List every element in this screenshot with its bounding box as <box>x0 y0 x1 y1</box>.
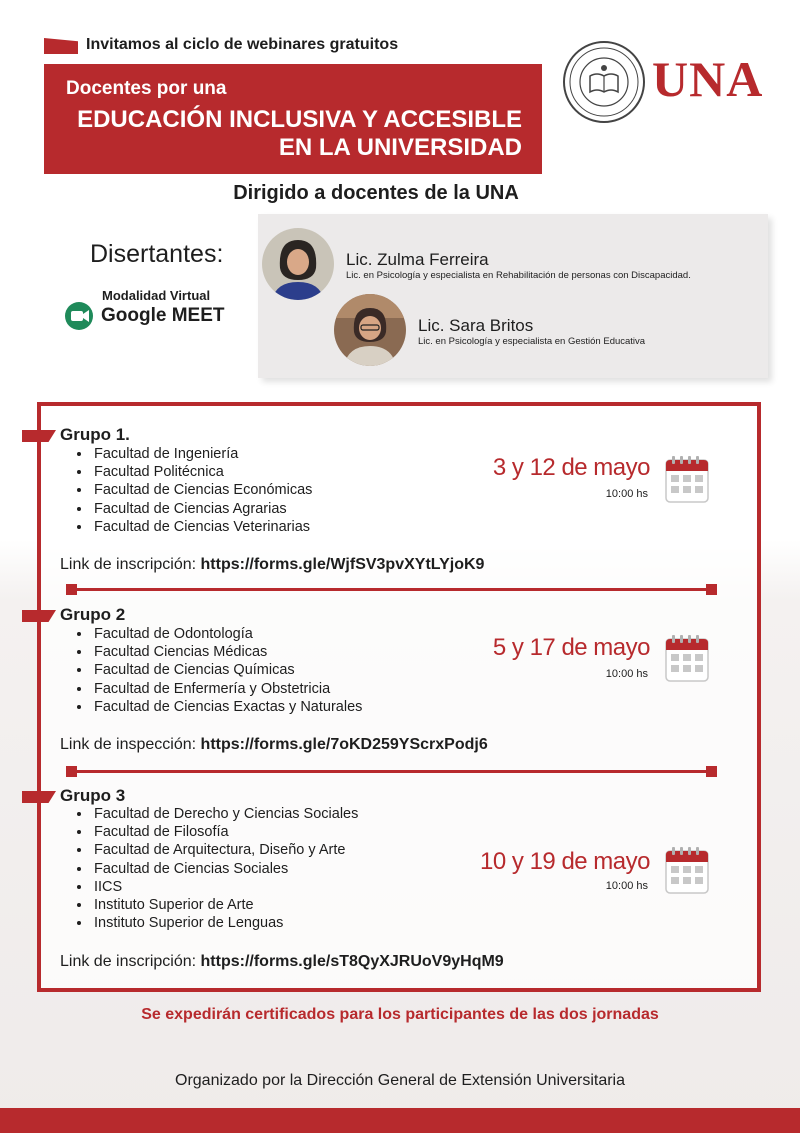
header-flag <box>44 38 78 54</box>
registration-link[interactable] <box>60 736 488 754</box>
link-label: Link de inscripción: <box>60 953 197 970</box>
faculty-list <box>70 625 362 716</box>
list-item: • Facultad de Ciencias Exactas y Naturales <box>92 698 362 716</box>
list-item: • Facultad Ciencias Médicas <box>92 643 362 661</box>
person-photo-icon <box>334 294 406 366</box>
group-time: 10:00 hs <box>605 880 648 892</box>
faculty-list <box>70 445 312 536</box>
group-time: 10:00 hs <box>605 488 648 500</box>
registration-link[interactable] <box>60 556 484 574</box>
calendar-icon <box>665 455 709 503</box>
group-title: Grupo 1. <box>60 425 130 444</box>
speaker-desc: Lic. en Psicología y especialista en Rehabilitación de personas con Discapacidad. <box>346 270 691 281</box>
group-date: 3 y 12 de mayo <box>492 454 650 481</box>
google-meet-icon <box>64 300 96 332</box>
faculty-list <box>70 805 358 932</box>
list-item: • Facultad de Arquitectura, Diseño y Arte <box>92 841 358 859</box>
group-title: Grupo 2 <box>60 605 126 624</box>
platform-label: Google MEET <box>101 305 225 326</box>
list-item: • Facultad Politécnica <box>92 463 312 481</box>
list-item: • Facultad de Ciencias Veterinarias <box>92 518 312 536</box>
list-item: • Facultad de Filosofía <box>92 823 358 841</box>
person-photo-icon <box>262 228 334 300</box>
list-item: • Facultad de Ciencias Sociales <box>92 860 358 878</box>
link-label: Link de inscripción: <box>60 556 197 573</box>
link-label: Link de inspección: <box>60 736 197 753</box>
link-url[interactable]: https://forms.gle/sT8QyXJRUoV9yHqM9 <box>200 953 504 970</box>
university-seal-icon <box>562 40 646 124</box>
certificates-note: Se expedirán certificados para los participantes de las dos jornadas <box>141 1006 659 1023</box>
list-item: • Facultad de Odontología <box>92 625 362 643</box>
group-date: 5 y 17 de mayo <box>492 634 650 661</box>
title-banner <box>44 64 542 174</box>
una-logo-text: UNA <box>652 51 764 107</box>
link-url[interactable]: https://forms.gle/WjfSV3pvXYtLYjoK9 <box>200 556 485 573</box>
avatar <box>262 228 334 300</box>
list-item: • Facultad de Ciencias Económicas <box>92 481 312 499</box>
list-item: • IICS <box>92 878 358 896</box>
audience-text: Dirigido a docentes de la UNA <box>233 182 519 204</box>
list-item: • Instituto Superior de Lenguas <box>92 914 358 932</box>
link-url[interactable]: https://forms.gle/7oKD259YScrxPodj6 <box>200 736 488 753</box>
footer-bar <box>0 1108 800 1133</box>
speaker-name: Lic. Sara Britos <box>418 316 534 335</box>
banner-line-1: Docentes por una <box>66 78 227 99</box>
group-title: Grupo 3 <box>60 786 126 805</box>
invite-text: Invitamos al ciclo de webinares gratuitos <box>86 36 399 53</box>
banner-line-3: EN LA UNIVERSIDAD <box>278 134 522 161</box>
group-divider <box>68 588 715 591</box>
group-date: 10 y 19 de mayo <box>480 848 650 875</box>
speaker-desc: Lic. en Psicología y especialista en Gestión Educativa <box>418 336 646 347</box>
list-item: • Facultad de Ciencias Agrarias <box>92 500 312 518</box>
speakers-label: Disertantes: <box>90 240 224 268</box>
list-item: • Facultad de Enfermería y Obstetricia <box>92 680 362 698</box>
speaker-name: Lic. Zulma Ferreira <box>346 250 489 269</box>
calendar-icon <box>665 846 709 894</box>
list-item: • Facultad de Derecho y Ciencias Sociales <box>92 805 358 823</box>
avatar <box>334 294 406 366</box>
organizer-note: Organizado por la Dirección General de Extensión Universitaria <box>175 1072 625 1089</box>
group-time: 10:00 hs <box>605 668 648 680</box>
banner-line-2: EDUCACIÓN INCLUSIVA Y ACCESIBLE <box>77 106 522 133</box>
speakers-card <box>258 214 768 378</box>
list-item: • Facultad de Ciencias Químicas <box>92 661 362 679</box>
registration-link[interactable] <box>60 953 504 971</box>
calendar-icon <box>665 634 709 682</box>
modality-label: Modalidad Virtual <box>102 288 211 303</box>
list-item: • Facultad de Ingeniería <box>92 445 312 463</box>
group-divider <box>68 770 715 773</box>
list-item: • Instituto Superior de Arte <box>92 896 358 914</box>
